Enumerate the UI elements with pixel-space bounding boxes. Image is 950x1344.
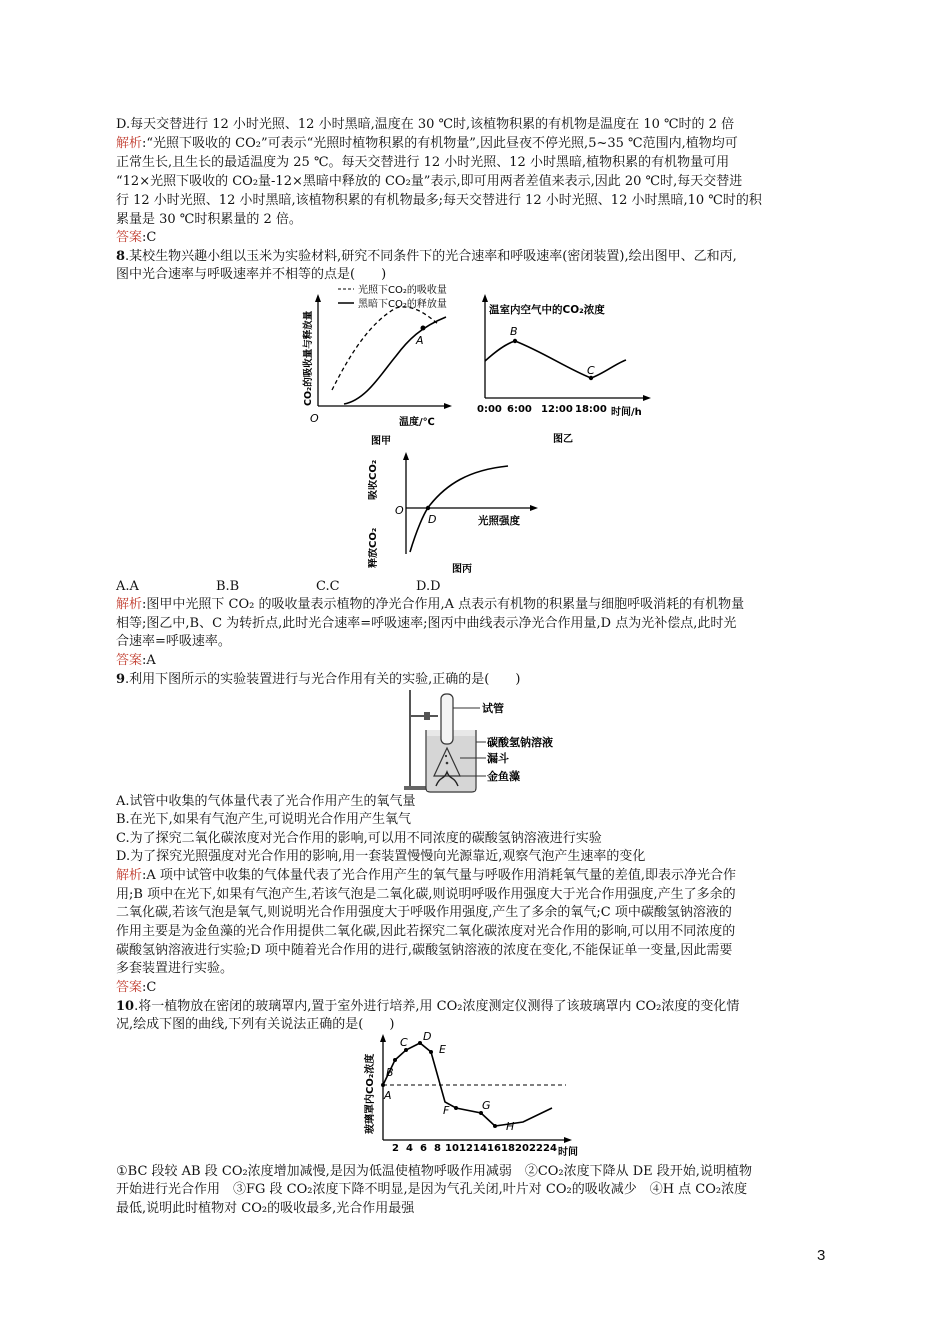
q9-explanation-line: 作用主要是为金鱼藻的光合作用提供二氧化碳,因此若探究二氧化碳浓度对光合作用的影响,可以用不同浓度的: [116, 924, 736, 939]
figure-jia: [296, 282, 466, 447]
label-test-tube: 试管: [482, 702, 504, 715]
q7-explanation-line: 解析:“光照下吸收的 CO₂”可表示“光照时植物积累的有机物量”,因此昼夜不停光照,5~35 ℃范围内,植物均可: [116, 136, 738, 151]
svg-text:12: 12: [459, 1143, 473, 1154]
q9-stem: 9.利用下图所示的实验装置进行与光合作用有关的实验,正确的是( ): [116, 672, 521, 687]
svg-text:4: 4: [406, 1143, 413, 1154]
q8-stem: 图中光合速率与呼吸速率并不相等的点是( ): [116, 267, 387, 282]
q9-explanation-line: 二氧化碳,若该气泡是氧气,则说明光合作用强度大于呼吸作用强度,产生了多余的氧气;C 项中碳酸氢钠溶液的: [116, 905, 732, 920]
q9-answer: 答案:C: [116, 980, 157, 995]
point-d: D: [423, 1030, 432, 1043]
jia-legend-1: 光照下CO₂的吸收量: [358, 285, 447, 296]
bing-origin: O: [395, 504, 404, 517]
svg-text:8: 8: [434, 1143, 441, 1154]
answer-label: 答案: [116, 653, 143, 668]
q9-explanation-line: 多套装置进行实验。: [116, 961, 234, 976]
svg-text:24: 24: [543, 1143, 557, 1154]
yi-point-b: B: [510, 325, 518, 338]
svg-text:16: 16: [487, 1143, 501, 1154]
yi-ylabel: 温室内空气中的CO₂浓度: [489, 304, 605, 316]
q7-option-d: D.每天交替进行 12 小时光照、12 小时黑暗,温度在 30 ℃时,该植物积累的有机物是温度在 10 ℃时的 2 倍: [116, 117, 735, 132]
label-sodium-bicarbonate: 碳酸氢钠溶液: [487, 736, 553, 749]
jia-ylabel: CO₂的吸收量与释放量: [303, 310, 314, 406]
q9-option-a: A.试管中收集的气体量代表了光合作用产生的氧气量: [116, 794, 416, 809]
option-a: A.A: [116, 579, 139, 594]
jia-caption: 图甲: [371, 436, 391, 447]
bing-point-d: D: [428, 513, 437, 526]
yi-curve: [485, 341, 626, 378]
figure-co2-curve: [360, 1030, 590, 1158]
yi-point-c: C: [587, 364, 595, 377]
figure-yi: [473, 294, 673, 449]
jia-xlabel: 温度/℃: [399, 417, 435, 428]
point-e: E: [439, 1043, 446, 1056]
point-g: G: [482, 1099, 491, 1112]
point-c: C: [400, 1036, 408, 1049]
yi-xlabel: 时间/h: [611, 407, 642, 418]
jia-dashed-curve: [332, 307, 438, 390]
explanation-label: 解析: [116, 597, 143, 612]
q9-option-c: C.为了探究二氧化碳浓度对光合作用的影响,可以用不同浓度的碳酸氢钠溶液进行实验: [116, 831, 602, 846]
q9-option-d: D.为了探究光照强度对光合作用的影响,用一套装置慢慢向光源靠近,观察气泡产生速率的变化: [116, 849, 646, 864]
yi-tick: 12:00: [541, 404, 573, 415]
q7-explanation-line: “12×光照下吸收的 CO₂量-12×黑暗中释放的 CO₂量”表示,即可用两者差值来表示,因此 20 ℃时,每天交替进: [116, 174, 743, 189]
q8-answer: 答案:A: [116, 653, 156, 668]
q8-explanation-line: 解析:图甲中光照下 CO₂ 的吸收量表示植物的净光合作用,A 点表示有机物的积累量与细胞呼吸消耗的有机物量: [116, 597, 745, 612]
q10-statements: 开始进行光合作用 ③FG 段 CO₂浓度下降不明显,是因为气孔关闭,叶片对 CO₂的吸收减少 ④H 点 CO₂浓度: [116, 1182, 748, 1197]
q8-explanation-line: 合速率=呼吸速率。: [116, 634, 231, 649]
svg-text:2: 2: [392, 1143, 399, 1154]
svg-text:20: 20: [515, 1143, 529, 1154]
svg-text:18: 18: [501, 1143, 515, 1154]
q10-statements: ①BC 段较 AB 段 CO₂浓度增加减慢,是因为低温使植物呼吸作用减弱 ②CO₂浓度下降从 DE 段开始,说明植物: [116, 1164, 752, 1179]
answer-label: 答案: [116, 980, 143, 995]
bing-ylabel-bottom: 释放CO₂: [368, 527, 379, 568]
q8-stem: 8.某校生物兴趣小组以玉米为实验材料,研究不同条件下的光合速率和呼吸速率(密闭装置),绘出图甲、乙和丙,: [116, 249, 737, 264]
q10-stem: 10.将一植物放在密闭的玻璃罩内,置于室外进行培养,用 CO₂浓度测定仪测得了该玻璃罩内 CO₂浓度的变化情: [116, 999, 740, 1014]
co2-ylabel: 玻璃罩内CO₂浓度: [365, 1053, 376, 1134]
q8-explanation-line: 相等;图乙中,B、C 为转折点,此时光合速率=呼吸速率;图丙中曲线表示净光合作用量,D 点为光补偿点,此时光: [116, 616, 737, 631]
q10-statements: 最低,说明此时植物对 CO₂的吸收最多,光合作用最强: [116, 1201, 415, 1216]
q8-options: [116, 578, 516, 595]
q9-explanation-line: 用;B 项中在光下,如果有气泡产生,若该气泡是二氧化碳,则说明呼吸作用强度大于光合作用强度,产生了多余的: [116, 887, 736, 902]
x-ticks: [392, 1143, 557, 1154]
figure-apparatus: [398, 688, 558, 794]
figure-bing: [368, 450, 558, 578]
bing-curve: [410, 466, 508, 552]
bing-xlabel: 光照强度: [478, 515, 520, 527]
test-tube-icon: [441, 694, 453, 744]
explanation-label: 解析: [116, 136, 143, 151]
q9-explanation-line: 解析:A 项中试管中收集的气体量代表了光合作用产生的氧气量与呼吸作用消耗氧气量的差值,即表示净光合作: [116, 868, 737, 883]
yi-tick: 18:00: [575, 404, 607, 415]
yi-tick: 0:00: [477, 404, 502, 415]
bing-ylabel-top: 吸收CO₂: [368, 459, 379, 500]
jia-origin: O: [310, 412, 319, 425]
q7-explanation-line: 正常生长,且生长的最适温度为 25 ℃。每天交替进行 12 小时光照、12 小时黑暗,植物积累的有机物量可用: [116, 155, 730, 170]
answer-label: 答案: [116, 230, 143, 245]
point-h: H: [506, 1120, 515, 1133]
page-number: 3: [817, 1247, 826, 1264]
q9-option-b: B.在光下,如果有气泡产生,可说明光合作用产生氧气: [116, 812, 411, 827]
svg-text:14: 14: [473, 1143, 487, 1154]
jia-solid-curve: [344, 317, 446, 404]
option-d: D.D: [416, 579, 441, 594]
label-funnel: 漏斗: [487, 752, 509, 765]
point-a: A: [384, 1089, 392, 1102]
q10-stem: 况,绘成下图的曲线,下列有关说法正确的是( ): [116, 1017, 395, 1032]
option-b: B.B: [216, 579, 240, 594]
point-b: B: [386, 1066, 394, 1079]
svg-text:6: 6: [420, 1143, 427, 1154]
jia-point-a: A: [416, 334, 424, 347]
option-c: C.C: [316, 579, 340, 594]
q7-explanation-line: 累量是 30 ℃时积累量的 2 倍。: [116, 212, 302, 227]
q7-explanation-line: 行 12 小时光照、12 小时黑暗,该植物积累的有机物最多;每天交替进行 12 小时光照、12 小时黑暗,10 ℃时的积: [116, 193, 762, 208]
co2-xlabel: 时间: [558, 1147, 578, 1158]
svg-text:22: 22: [529, 1143, 543, 1154]
yi-caption: 图乙: [553, 434, 573, 445]
q9-explanation-line: 碳酸氢钠溶液进行实验;D 项中随着光合作用的进行,碳酸氢钠溶液的浓度在变化,不能保证单一变量,因此需要: [116, 943, 733, 958]
yi-tick: 6:00: [507, 404, 532, 415]
jia-legend-2: 黑暗下CO₂的释放量: [358, 299, 447, 310]
bing-caption: 图丙: [452, 564, 472, 575]
label-waterweed: 金鱼藻: [487, 770, 520, 783]
point-f: F: [443, 1104, 450, 1117]
explanation-label: 解析: [116, 868, 143, 883]
q7-answer: 答案:C: [116, 230, 157, 245]
svg-text:10: 10: [445, 1143, 459, 1154]
